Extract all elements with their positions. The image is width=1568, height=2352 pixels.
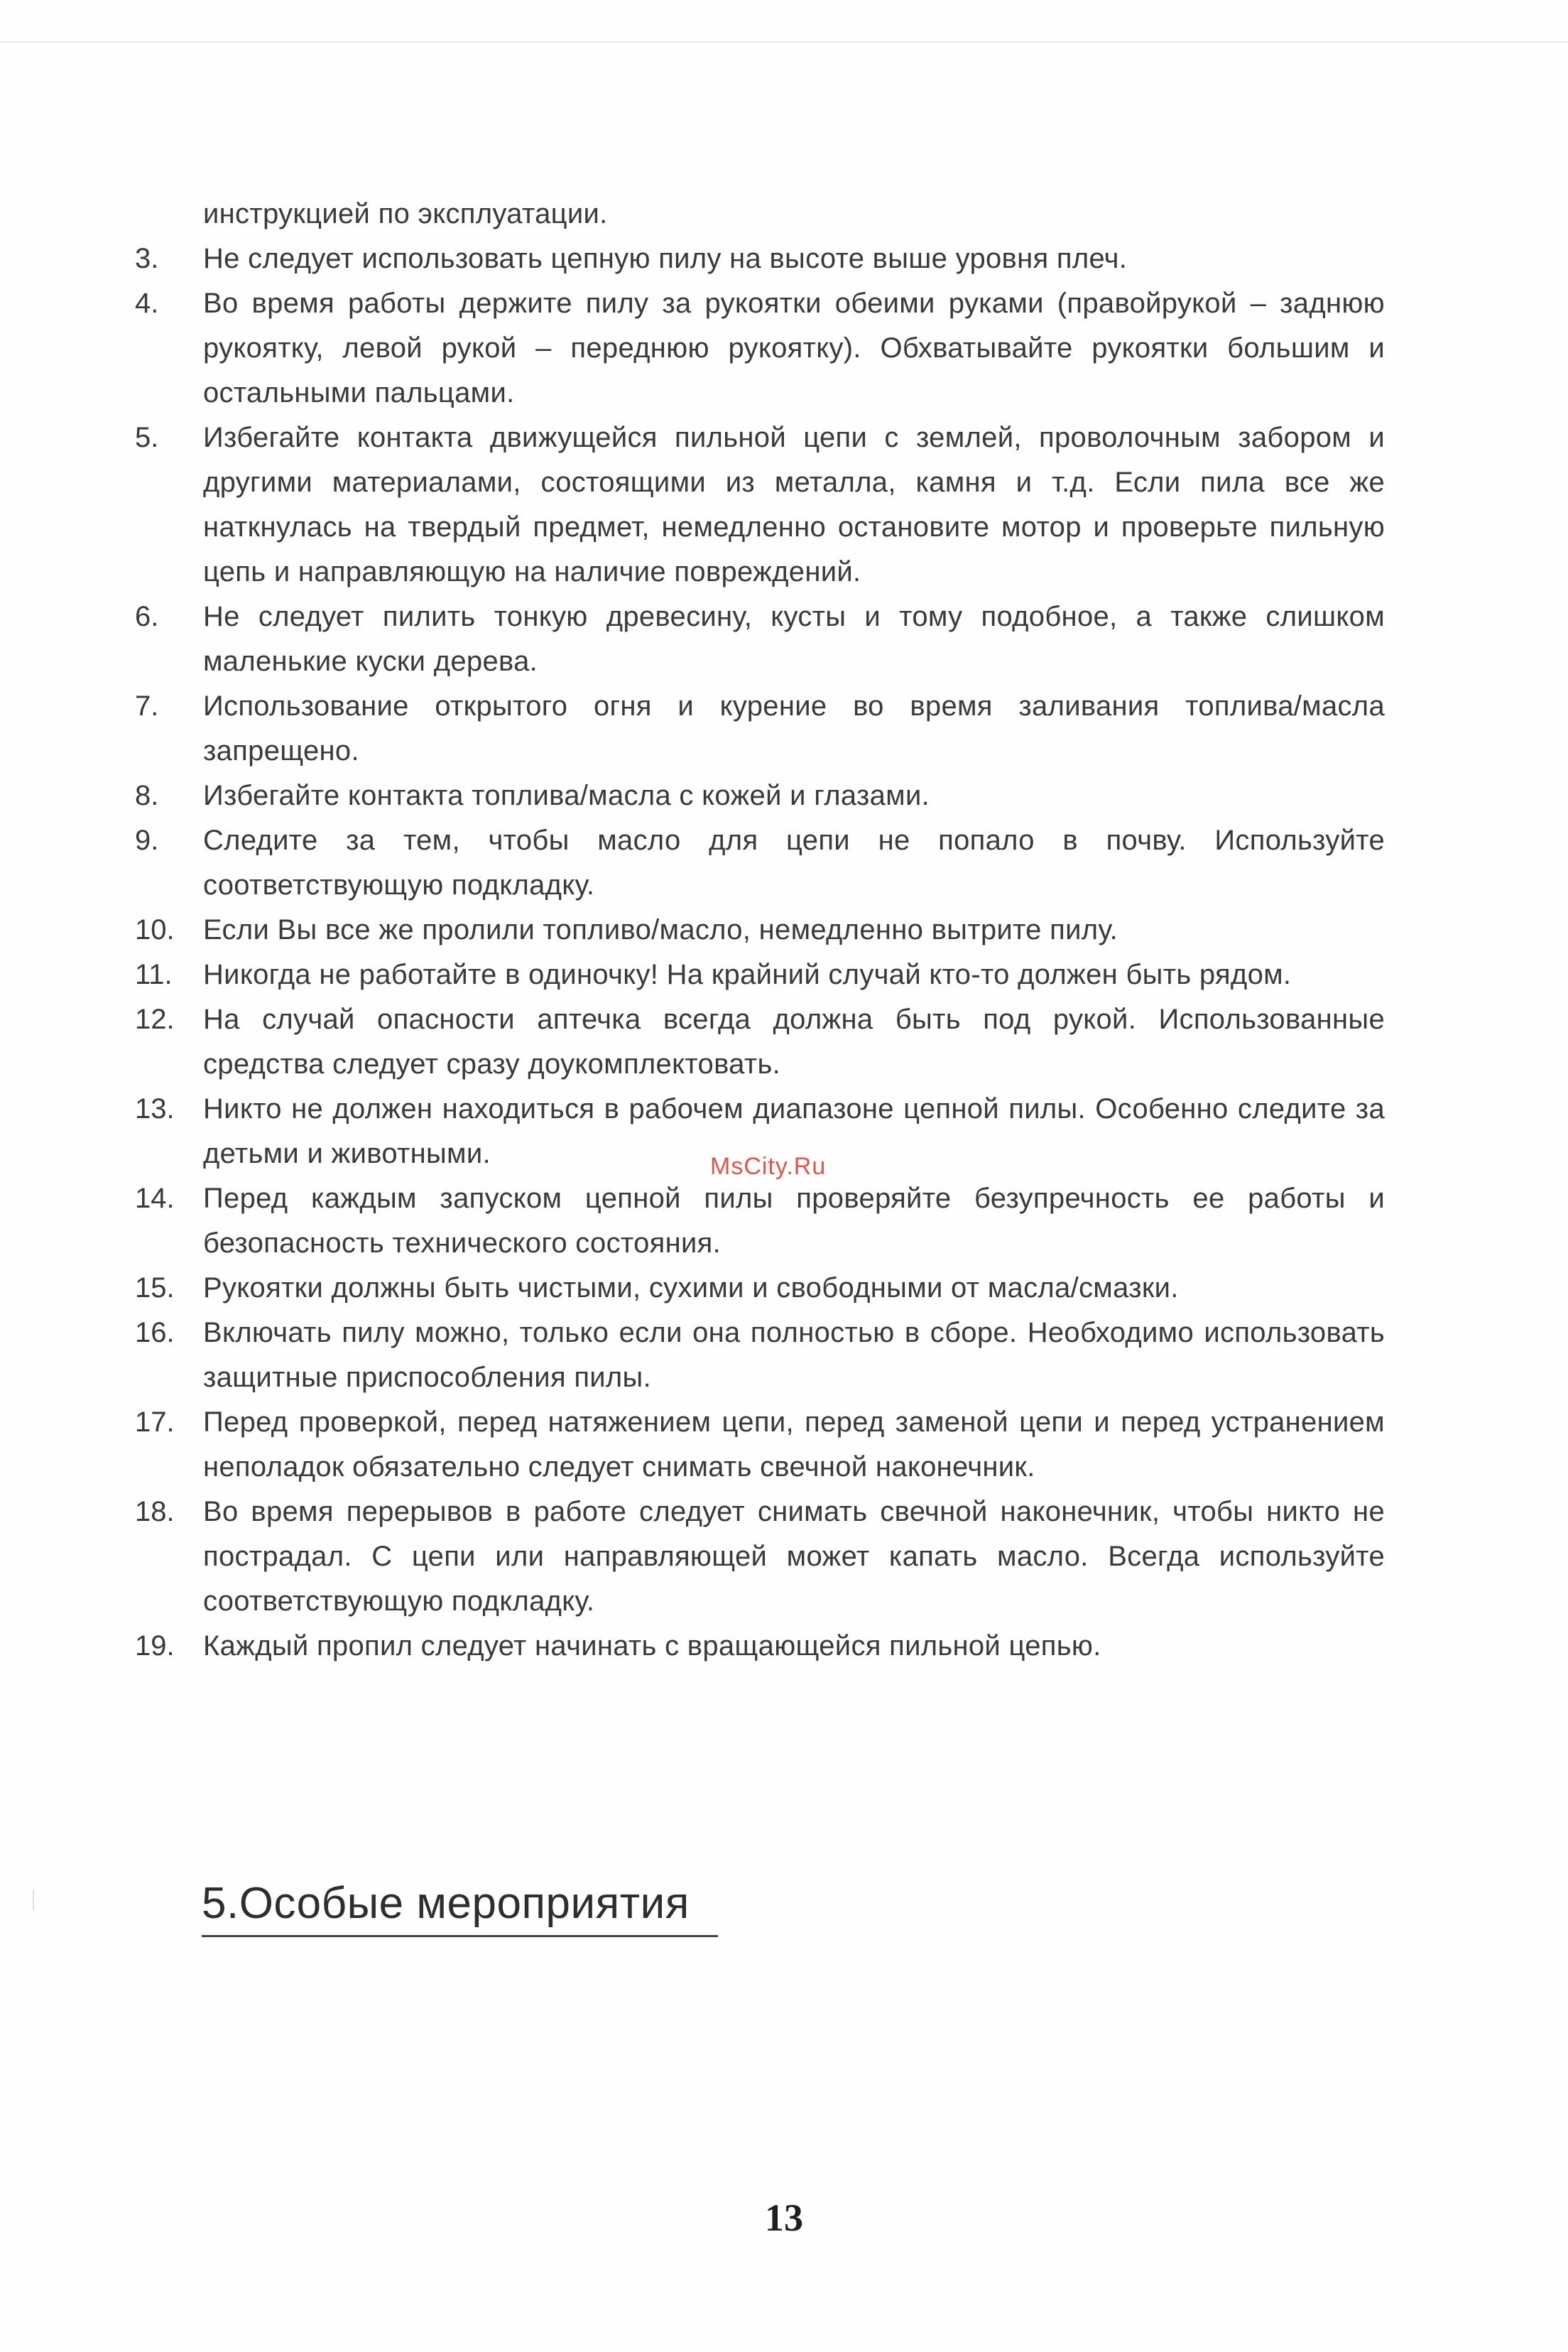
list-item-text: Не следует пилить тонкую древесину, кусты и тому подобное, а также слишком маленькие куски дерева. — [203, 601, 1385, 677]
list-item-number: 8. — [135, 780, 159, 811]
scan-edge-mark — [33, 1890, 34, 1911]
list-item-number: 17. — [135, 1407, 175, 1438]
list-item-number: 14. — [135, 1183, 175, 1214]
list-item-number: 4. — [135, 288, 159, 319]
list-item-text: Избегайте контакта движущейся пильной цепи с землей, проволочным забором и другими материалами, состоящими из металла, камня и т.д. Если пила все же наткнулась на твердый предмет, немедленно остановите мотор и проверьте пильную цепь и направляющую на наличие повреждений. — [203, 422, 1385, 587]
list-item — [135, 684, 1385, 774]
list-item-text: Использование открытого огня и курение во время заливания топлива/масла запрещено. — [203, 690, 1385, 766]
list-item-number: 5. — [135, 422, 159, 453]
section-heading: 5.Особые мероприятия — [202, 1875, 718, 1937]
list-item-number: 18. — [135, 1496, 175, 1527]
list-item-number: 3. — [135, 243, 159, 274]
list-item — [135, 1311, 1385, 1400]
list-item-text: Избегайте контакта топлива/масла с кожей и глазами. — [203, 780, 930, 811]
list-item-text: Никто не должен находиться в рабочем диапазоне цепной пилы. Особенно следите за детьми и животными. — [203, 1093, 1385, 1169]
page-number: 13 — [765, 2196, 803, 2239]
list-item — [135, 1266, 1385, 1311]
list-item-text: Следите за тем, чтобы масло для цепи не попало в почву. Используйте соответствующую подкладку. — [203, 825, 1385, 901]
list-item-number: 19. — [135, 1630, 175, 1662]
list-item-number: 15. — [135, 1272, 175, 1304]
list-item — [135, 281, 1385, 416]
list-item-text: Если Вы все же пролили топливо/масло, немедленно вытрите пилу. — [203, 914, 1118, 945]
list-item-number: 9. — [135, 825, 159, 856]
list-item-number: 6. — [135, 601, 159, 632]
safety-instructions-list — [135, 192, 1385, 1669]
list-item-text: Перед каждым запуском цепной пилы проверяйте безупречность ее работы и безопасность технического состояния. — [203, 1183, 1385, 1259]
list-item — [135, 953, 1385, 997]
list-item — [135, 908, 1385, 953]
list-item — [135, 818, 1385, 908]
list-item-text: На случай опасности аптечка всегда должна быть под рукой. Использованные средства следует сразу доукомплектовать. — [203, 1004, 1385, 1080]
list-item — [135, 997, 1385, 1087]
watermark-text: MsCity.Ru — [710, 1153, 827, 1180]
list-item — [135, 1490, 1385, 1624]
list-item — [135, 774, 1385, 818]
list-item-number: 10. — [135, 914, 175, 945]
list-item-number: 13. — [135, 1093, 175, 1124]
list-item-text: Перед проверкой, перед натяжением цепи, перед заменой цепи и перед устранением неполадок обязательно следует снимать свечной наконечник. — [203, 1407, 1385, 1483]
list-item — [135, 416, 1385, 595]
list-item-text: Не следует использовать цепную пилу на высоте выше уровня плеч. — [203, 243, 1128, 274]
list-item-number: 16. — [135, 1317, 175, 1348]
list-item-number: 11. — [135, 959, 173, 990]
list-item — [135, 1176, 1385, 1266]
list-item-text: Включать пилу можно, только если она полностью в сборе. Необходимо использовать защитные приспособления пилы. — [203, 1317, 1385, 1393]
list-item-number: 12. — [135, 1004, 175, 1035]
list-item-text: Во время работы держите пилу за рукоятки обеими руками (правойрукой – заднюю рукоятку, левой рукой – переднюю рукоятку). Обхватывайте рукоятки большим и остальными пальцами. — [203, 288, 1385, 408]
list-item-text: Каждый пропил следует начинать с вращающейся пильной цепью. — [203, 1630, 1101, 1662]
list-item-text: Во время перерывов в работе следует снимать свечной наконечник, чтобы никто не пострадал. С цепи или направляющей может капать масло. Всегда используйте соответствующую подкладку. — [203, 1496, 1385, 1617]
scan-edge-line — [0, 41, 1568, 43]
list-item — [135, 595, 1385, 684]
list-item-text: Никогда не работайте в одиночку! На крайний случай кто-то должен быть рядом. — [203, 959, 1292, 990]
list-item — [135, 1624, 1385, 1669]
list-item — [135, 1400, 1385, 1490]
list-item — [135, 237, 1385, 281]
list-item-text: Рукоятки должны быть чистыми, сухими и свободными от масла/смазки. — [203, 1272, 1179, 1304]
continuation-text: инструкцией по эксплуатации. — [203, 198, 608, 229]
list-item-number: 7. — [135, 690, 159, 722]
